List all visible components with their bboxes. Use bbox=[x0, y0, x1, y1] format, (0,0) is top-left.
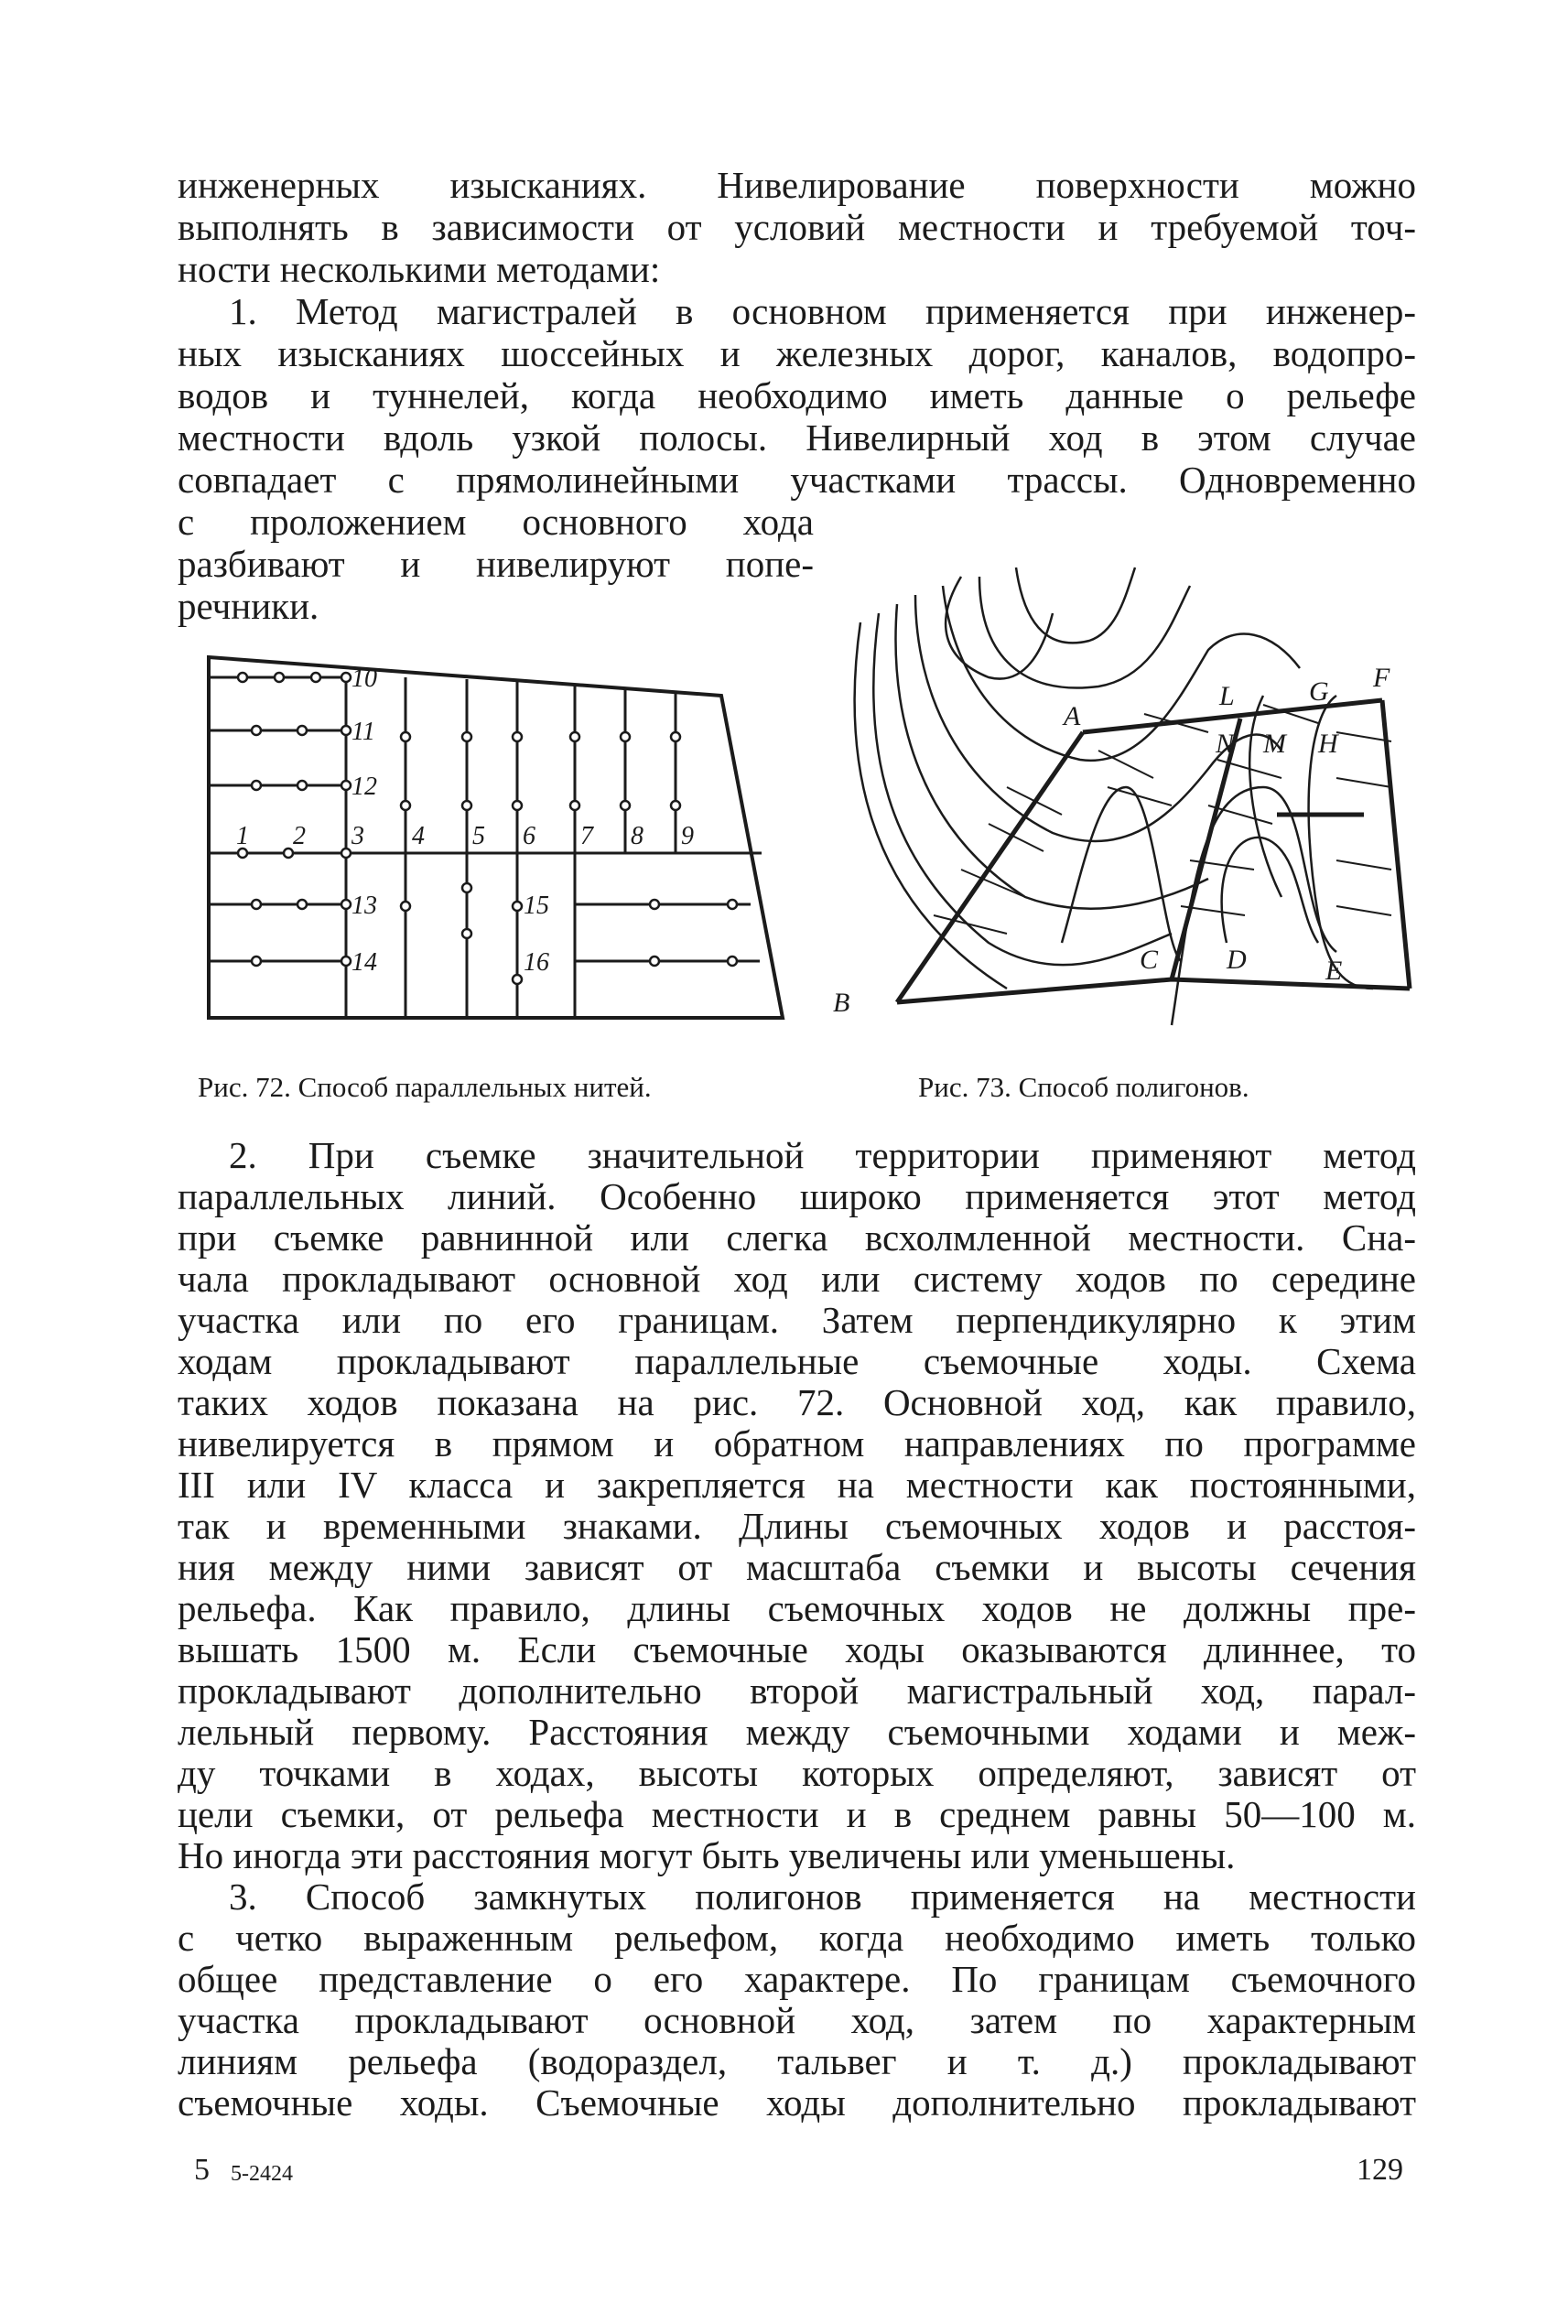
para3-line-6: съемочные ходы. Съемочные ходы дополнительно прокладывают bbox=[178, 2081, 1416, 2124]
line-7: местности вдоль узкой полосы. Нивелирный ход в этом случае bbox=[178, 416, 1416, 459]
fig72-label: 13 bbox=[351, 892, 377, 920]
para2-line-4: чала прокладывают основной ход или систему ходов по середине bbox=[178, 1258, 1416, 1300]
line-3: ности несколькими методами: bbox=[178, 248, 661, 290]
figure-72 bbox=[192, 641, 833, 1043]
fig72-label: 15 bbox=[524, 892, 549, 920]
fig73-label: D bbox=[1227, 945, 1247, 975]
para3-line-5: линиям рельефа (водораздел, тальвег и т. д.) прокладывают bbox=[178, 2040, 1416, 2082]
wrap-line-3: речники. bbox=[178, 585, 319, 627]
line-8: совпадает с прямолинейными участками трассы. Одновременно bbox=[178, 459, 1416, 501]
para2-line-7: таких ходов показана на рис. 72. Основной ход, как правило, bbox=[178, 1381, 1416, 1423]
para2-line-1: 2. При съемке значительной территории применяют метод bbox=[229, 1134, 1416, 1176]
signature-code: 5-2424 bbox=[231, 2162, 293, 2186]
fig72-label: 11 bbox=[351, 718, 375, 746]
para3-line-3: общее представление о его характере. По границам съемочного bbox=[178, 1958, 1416, 2000]
figure-73-caption: Рис. 73. Способ полигонов. bbox=[918, 1071, 1249, 1103]
fig72-label: 16 bbox=[524, 948, 549, 977]
fig73-label: N bbox=[1216, 729, 1235, 759]
fig73-label: E bbox=[1325, 956, 1343, 986]
para2-line-5: участка или по его границам. Затем перпендикулярно к этим bbox=[178, 1299, 1416, 1341]
figure-72-caption: Рис. 72. Способ параллельных нитей. bbox=[198, 1071, 652, 1103]
para2-line-18: Но иногда эти расстояния могут быть увеличены или уменьшены. bbox=[178, 1834, 1236, 1876]
fig72-label: 4 bbox=[412, 822, 425, 850]
line-1: инженерных изысканиях. Нивелирование поверхности можно bbox=[178, 164, 1416, 206]
fig73-label: F bbox=[1373, 663, 1390, 693]
fig72-label: 2 bbox=[293, 822, 306, 850]
line-5: ных изысканиях шоссейных и железных дорог, каналов, водопро- bbox=[178, 332, 1416, 374]
figure-73 bbox=[824, 513, 1391, 1025]
fig72-label: 1 bbox=[236, 822, 249, 850]
fig73-label: C bbox=[1140, 945, 1159, 975]
wrap-line-1: с проложением основного хода bbox=[178, 501, 814, 543]
para2-line-11: ния между ними зависят от масштаба съемки и высоты сечения bbox=[178, 1546, 1416, 1588]
page-number: 129 bbox=[1357, 2153, 1403, 2187]
wrap-line-2: разбивают и нивелируют попе- bbox=[178, 543, 814, 585]
fig73-label: B bbox=[833, 988, 850, 1018]
para3-line-4: участка прокладывают основной ход, затем по характерным bbox=[178, 1999, 1416, 2041]
para2-line-9: III или IV класса и закрепляется на местности как постоянными, bbox=[178, 1464, 1416, 1506]
fig72-label: 8 bbox=[631, 822, 643, 850]
fig72-label: 9 bbox=[681, 822, 694, 850]
para2-line-10: так и временными знаками. Длины съемочных ходов и расстоя- bbox=[178, 1505, 1416, 1547]
fig72-label: 10 bbox=[351, 665, 377, 693]
fig73-label: A bbox=[1064, 701, 1081, 731]
para2-line-16: ду точками в ходах, высоты которых определяют, зависят от bbox=[178, 1752, 1416, 1794]
fig73-label: M bbox=[1263, 729, 1286, 759]
para2-line-13: вышать 1500 м. Если съемочные ходы оказываются длиннее, то bbox=[178, 1628, 1416, 1670]
fig72-label: 14 bbox=[351, 948, 377, 977]
para2-line-6: ходам прокладывают параллельные съемочные ходы. Схема bbox=[178, 1340, 1416, 1382]
line-4: 1. Метод магистралей в основном применяется при инженер- bbox=[229, 290, 1416, 332]
para2-line-8: нивелируется в прямом и обратном направлениях по программе bbox=[178, 1422, 1416, 1465]
line-2: выполнять в зависимости от условий местности и требуемой точ- bbox=[178, 206, 1416, 248]
para2-line-14: прокладывают дополнительно второй магистральный ход, парал- bbox=[178, 1670, 1416, 1712]
fig73-label: G bbox=[1309, 676, 1329, 707]
fig72-label: 12 bbox=[351, 773, 377, 801]
para3-line-2: с четко выраженным рельефом, когда необходимо иметь только bbox=[178, 1917, 1416, 1959]
fig73-label: L bbox=[1219, 681, 1235, 711]
para2-line-2: параллельных линий. Особенно широко применяется этот метод bbox=[178, 1175, 1416, 1217]
para2-line-3: при съемке равнинной или слегка всхолмленной местности. Сна- bbox=[178, 1216, 1416, 1259]
fig72-label: 5 bbox=[472, 822, 485, 850]
fig72-label: 3 bbox=[351, 822, 364, 850]
para3-line-1: 3. Способ замкнутых полигонов применяется на местности bbox=[229, 1875, 1416, 1918]
fig72-label: 7 bbox=[580, 822, 593, 850]
fig73-label: H bbox=[1318, 729, 1338, 759]
para2-line-12: рельефа. Как правило, длины съемочных ходов не должны пре- bbox=[178, 1587, 1416, 1629]
fig72-label: 6 bbox=[523, 822, 535, 850]
para2-line-17: цели съемки, от рельефа местности и в среднем равны 50—100 м. bbox=[178, 1793, 1416, 1835]
signature-number: 5 bbox=[194, 2153, 210, 2187]
para2-line-15: лельный первому. Расстояния между съемочными ходами и меж- bbox=[178, 1711, 1416, 1753]
line-6: водов и туннелей, когда необходимо иметь данные о рельефе bbox=[178, 374, 1416, 416]
